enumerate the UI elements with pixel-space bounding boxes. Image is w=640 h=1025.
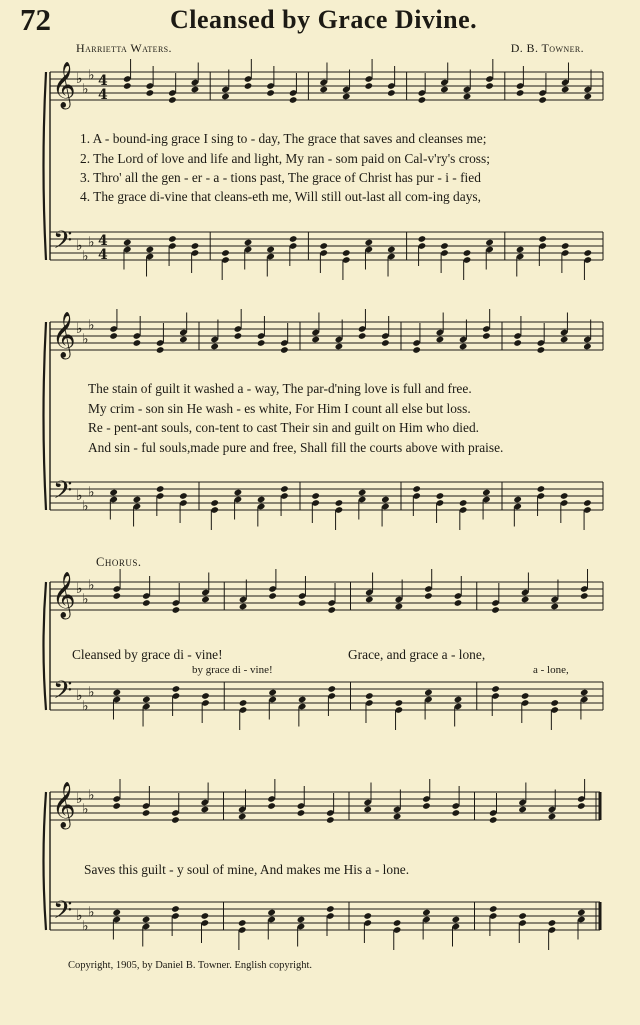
note-head bbox=[548, 919, 557, 927]
note-head bbox=[560, 492, 569, 500]
flat-icon: ♭ bbox=[88, 577, 95, 594]
flat-icon: ♭ bbox=[88, 484, 95, 501]
note-head bbox=[482, 489, 491, 497]
flat-icon: ♭ bbox=[76, 321, 83, 337]
note-head bbox=[171, 905, 180, 913]
note-head bbox=[172, 606, 181, 614]
note-head bbox=[583, 249, 592, 257]
verse-3-line-a: 3. Thro' all the gen - er - a - tions past, The grace of Christ has pur - i - fied bbox=[80, 170, 481, 185]
system-brace bbox=[44, 582, 47, 710]
note-head bbox=[298, 599, 307, 607]
note-head bbox=[538, 235, 547, 243]
note-head bbox=[142, 696, 151, 704]
time-signature: 4 bbox=[98, 87, 108, 103]
note-head bbox=[516, 89, 525, 97]
time-signature: 4 bbox=[98, 233, 108, 249]
note-head bbox=[550, 603, 559, 611]
note-head bbox=[548, 813, 557, 821]
note-head bbox=[234, 332, 243, 340]
note-head bbox=[577, 909, 586, 917]
note-head bbox=[201, 692, 210, 700]
flat-icon: ♭ bbox=[82, 801, 89, 818]
hymn-number: 72 bbox=[20, 2, 51, 37]
note-head bbox=[201, 596, 210, 604]
flat-icon: ♭ bbox=[88, 317, 95, 334]
note-head bbox=[365, 596, 374, 604]
note-head bbox=[289, 96, 298, 104]
note-head bbox=[516, 246, 525, 254]
note-head bbox=[280, 485, 289, 493]
note-head bbox=[238, 813, 247, 821]
note-head bbox=[298, 696, 307, 704]
flat-icon: ♭ bbox=[82, 81, 89, 98]
note-head bbox=[459, 499, 468, 507]
note-head bbox=[422, 802, 431, 810]
note-head bbox=[580, 689, 589, 697]
verse-2-line-a: 2. The Lord of love and life and light, My ran - som paid on Cal-v'ry's cross; bbox=[80, 151, 490, 166]
bass-clef-icon: 𝄢 bbox=[53, 896, 73, 931]
flat-icon: ♭ bbox=[88, 787, 95, 804]
note-head bbox=[268, 592, 277, 600]
note-head bbox=[266, 89, 275, 97]
note-head bbox=[577, 802, 586, 810]
note-head bbox=[358, 332, 367, 340]
chorus-line-1a: Cleansed by grace di - vine! bbox=[72, 647, 223, 662]
note-head bbox=[268, 689, 277, 697]
note-head bbox=[311, 336, 320, 344]
time-signature: 4 bbox=[98, 73, 108, 89]
note-head bbox=[482, 332, 491, 340]
note-head bbox=[267, 802, 276, 810]
note-head bbox=[485, 239, 494, 247]
note-head bbox=[452, 916, 461, 924]
note-head bbox=[550, 699, 559, 707]
note-head bbox=[513, 496, 522, 504]
note-head bbox=[560, 336, 569, 344]
hymn-title: Cleansed by Grace Divine. bbox=[170, 5, 478, 34]
note-head bbox=[266, 246, 275, 254]
composer-credit: D. B. Towner. bbox=[510, 41, 584, 55]
note-head bbox=[561, 86, 570, 94]
verse-3-line-b: Re - pent-ant souls, con-tent to cast Their sin and guilt on Him who died. bbox=[88, 420, 479, 435]
note-head bbox=[171, 816, 180, 824]
note-head bbox=[521, 596, 530, 604]
note-head bbox=[454, 599, 463, 607]
verse-4-line-b: And sin - ful souls,made pure and free, Shall fill the courts above with praise. bbox=[88, 440, 504, 455]
note-head bbox=[436, 336, 445, 344]
flat-icon: ♭ bbox=[76, 71, 83, 87]
note-head bbox=[280, 346, 289, 354]
note-head bbox=[142, 599, 151, 607]
note-head bbox=[521, 692, 530, 700]
bass-clef-icon: 𝄢 bbox=[53, 676, 73, 711]
flat-icon: ♭ bbox=[76, 791, 83, 807]
note-head bbox=[381, 339, 390, 347]
note-head bbox=[342, 249, 351, 257]
note-head bbox=[179, 336, 188, 344]
note-head bbox=[489, 905, 498, 913]
time-signature: 4 bbox=[98, 247, 108, 263]
verse-2-line-b: My crim - son sin He wash - es white, For Him I count all else but loss. bbox=[88, 401, 471, 416]
note-head bbox=[424, 689, 433, 697]
flat-icon: ♭ bbox=[82, 248, 89, 265]
note-head bbox=[491, 685, 500, 693]
note-head bbox=[440, 86, 449, 94]
note-head bbox=[561, 242, 570, 250]
note-head bbox=[485, 82, 494, 90]
note-head bbox=[210, 499, 219, 507]
flat-icon: ♭ bbox=[82, 591, 89, 608]
note-head bbox=[221, 93, 230, 101]
flat-icon: ♭ bbox=[88, 904, 95, 921]
verse-1-line-a: 1. A - bound-ing grace I sing to - day, The grace that saves and cleanses me; bbox=[80, 131, 487, 146]
verse-1-line-b: The stain of guilt it washed a - way, The par-d'ning love is full and free. bbox=[88, 381, 472, 396]
note-head bbox=[244, 82, 253, 90]
note-head bbox=[210, 343, 219, 351]
note-head bbox=[133, 496, 142, 504]
note-head bbox=[537, 346, 546, 354]
chorus-line-1b: Grace, and grace a - lone, bbox=[348, 647, 486, 662]
note-head bbox=[109, 332, 118, 340]
note-head bbox=[381, 496, 390, 504]
flat-icon: ♭ bbox=[76, 908, 83, 924]
treble-clef-icon: 𝄞 bbox=[52, 62, 76, 108]
flat-icon: ♭ bbox=[82, 698, 89, 715]
note-head bbox=[463, 93, 472, 101]
note-head bbox=[191, 242, 200, 250]
note-head bbox=[112, 909, 121, 917]
note-head bbox=[112, 802, 121, 810]
note-head bbox=[239, 603, 248, 611]
chorus-bass-line-1a: by grace di - vine! bbox=[192, 664, 273, 676]
note-head bbox=[387, 246, 396, 254]
note-head bbox=[364, 82, 373, 90]
note-head bbox=[418, 96, 427, 104]
note-head bbox=[156, 346, 165, 354]
flat-icon: ♭ bbox=[76, 688, 83, 704]
flat-icon: ♭ bbox=[76, 581, 83, 597]
note-head bbox=[518, 912, 527, 920]
note-head bbox=[518, 806, 527, 814]
note-head bbox=[327, 685, 336, 693]
note-head bbox=[363, 806, 372, 814]
system-brace bbox=[44, 72, 47, 260]
note-head bbox=[395, 603, 404, 611]
note-head bbox=[580, 592, 589, 600]
verse-4-line-a: 4. The grace di-vine that cleans-eth me, Will still out-last all com-ing days, bbox=[80, 189, 481, 204]
note-head bbox=[311, 492, 320, 500]
treble-clef-icon: 𝄞 bbox=[52, 782, 76, 828]
note-head bbox=[257, 496, 266, 504]
chorus-bass-line-1b: a - lone, bbox=[533, 664, 569, 676]
note-head bbox=[513, 339, 522, 347]
note-head bbox=[412, 485, 421, 493]
note-head bbox=[583, 93, 592, 101]
note-head bbox=[168, 235, 177, 243]
flat-icon: ♭ bbox=[76, 238, 83, 254]
note-head bbox=[327, 606, 336, 614]
note-head bbox=[112, 689, 121, 697]
copyright-notice: Copyright, 1905, by Daniel B. Towner. English copyright. bbox=[68, 960, 313, 971]
note-head bbox=[123, 82, 132, 90]
treble-clef-icon: 𝄞 bbox=[52, 572, 76, 618]
note-head bbox=[538, 96, 547, 104]
note-head bbox=[172, 685, 181, 693]
note-head bbox=[221, 249, 230, 257]
flat-icon: ♭ bbox=[88, 234, 95, 251]
note-head bbox=[491, 606, 500, 614]
note-head bbox=[201, 912, 210, 920]
note-head bbox=[297, 809, 306, 817]
system-brace bbox=[44, 792, 47, 930]
note-head bbox=[112, 592, 121, 600]
note-head bbox=[583, 343, 592, 351]
note-head bbox=[393, 813, 402, 821]
author-credit: Harrietta Waters. bbox=[76, 41, 172, 55]
note-head bbox=[463, 249, 472, 257]
note-head bbox=[146, 246, 155, 254]
note-head bbox=[201, 806, 210, 814]
bass-staff bbox=[50, 902, 600, 930]
note-head bbox=[133, 339, 142, 347]
note-head bbox=[412, 346, 421, 354]
bass-clef-icon: 𝄢 bbox=[53, 226, 73, 261]
note-head bbox=[424, 592, 433, 600]
flat-icon: ♭ bbox=[82, 331, 89, 348]
treble-staff bbox=[50, 792, 600, 820]
note-head bbox=[422, 909, 431, 917]
flat-icon: ♭ bbox=[82, 918, 89, 935]
note-head bbox=[123, 239, 132, 247]
note-head bbox=[267, 909, 276, 917]
note-head bbox=[489, 816, 498, 824]
note-head bbox=[244, 239, 253, 247]
flat-icon: ♭ bbox=[88, 67, 95, 84]
note-head bbox=[583, 499, 592, 507]
note-head bbox=[146, 89, 155, 97]
treble-clef-icon: 𝄞 bbox=[52, 312, 76, 358]
note-head bbox=[238, 919, 247, 927]
note-head bbox=[395, 699, 404, 707]
bass-clef-icon: 𝄢 bbox=[53, 476, 73, 511]
treble-staff bbox=[50, 582, 603, 610]
bass-staff bbox=[50, 682, 603, 710]
note-head bbox=[234, 489, 243, 497]
note-head bbox=[393, 919, 402, 927]
note-head bbox=[452, 809, 461, 817]
note-head bbox=[454, 696, 463, 704]
note-head bbox=[342, 93, 351, 101]
note-head bbox=[319, 86, 328, 94]
note-head bbox=[335, 343, 344, 351]
note-head bbox=[289, 235, 298, 243]
system-brace bbox=[44, 322, 47, 510]
note-head bbox=[168, 96, 177, 104]
chorus-label: Chorus. bbox=[96, 555, 142, 569]
note-head bbox=[387, 89, 396, 97]
note-head bbox=[109, 489, 118, 497]
note-head bbox=[239, 699, 248, 707]
note-head bbox=[440, 242, 449, 250]
note-head bbox=[537, 485, 546, 493]
flat-icon: ♭ bbox=[88, 684, 95, 701]
note-head bbox=[319, 242, 328, 250]
note-head bbox=[297, 916, 306, 924]
note-head bbox=[191, 86, 200, 94]
note-head bbox=[156, 485, 165, 493]
chorus-line-2: Saves this guilt - y soul of mine, And makes me His a - lone. bbox=[84, 862, 410, 877]
note-head bbox=[436, 492, 445, 500]
note-head bbox=[257, 339, 266, 347]
note-head bbox=[326, 816, 335, 824]
note-head bbox=[179, 492, 188, 500]
note-head bbox=[363, 912, 372, 920]
note-head bbox=[335, 499, 344, 507]
note-head bbox=[142, 809, 151, 817]
note-head bbox=[364, 239, 373, 247]
note-head bbox=[142, 916, 151, 924]
note-head bbox=[358, 489, 367, 497]
note-head bbox=[326, 905, 335, 913]
flat-icon: ♭ bbox=[76, 488, 83, 504]
note-head bbox=[418, 235, 427, 243]
note-head bbox=[459, 343, 468, 351]
note-head bbox=[365, 692, 374, 700]
flat-icon: ♭ bbox=[82, 498, 89, 515]
